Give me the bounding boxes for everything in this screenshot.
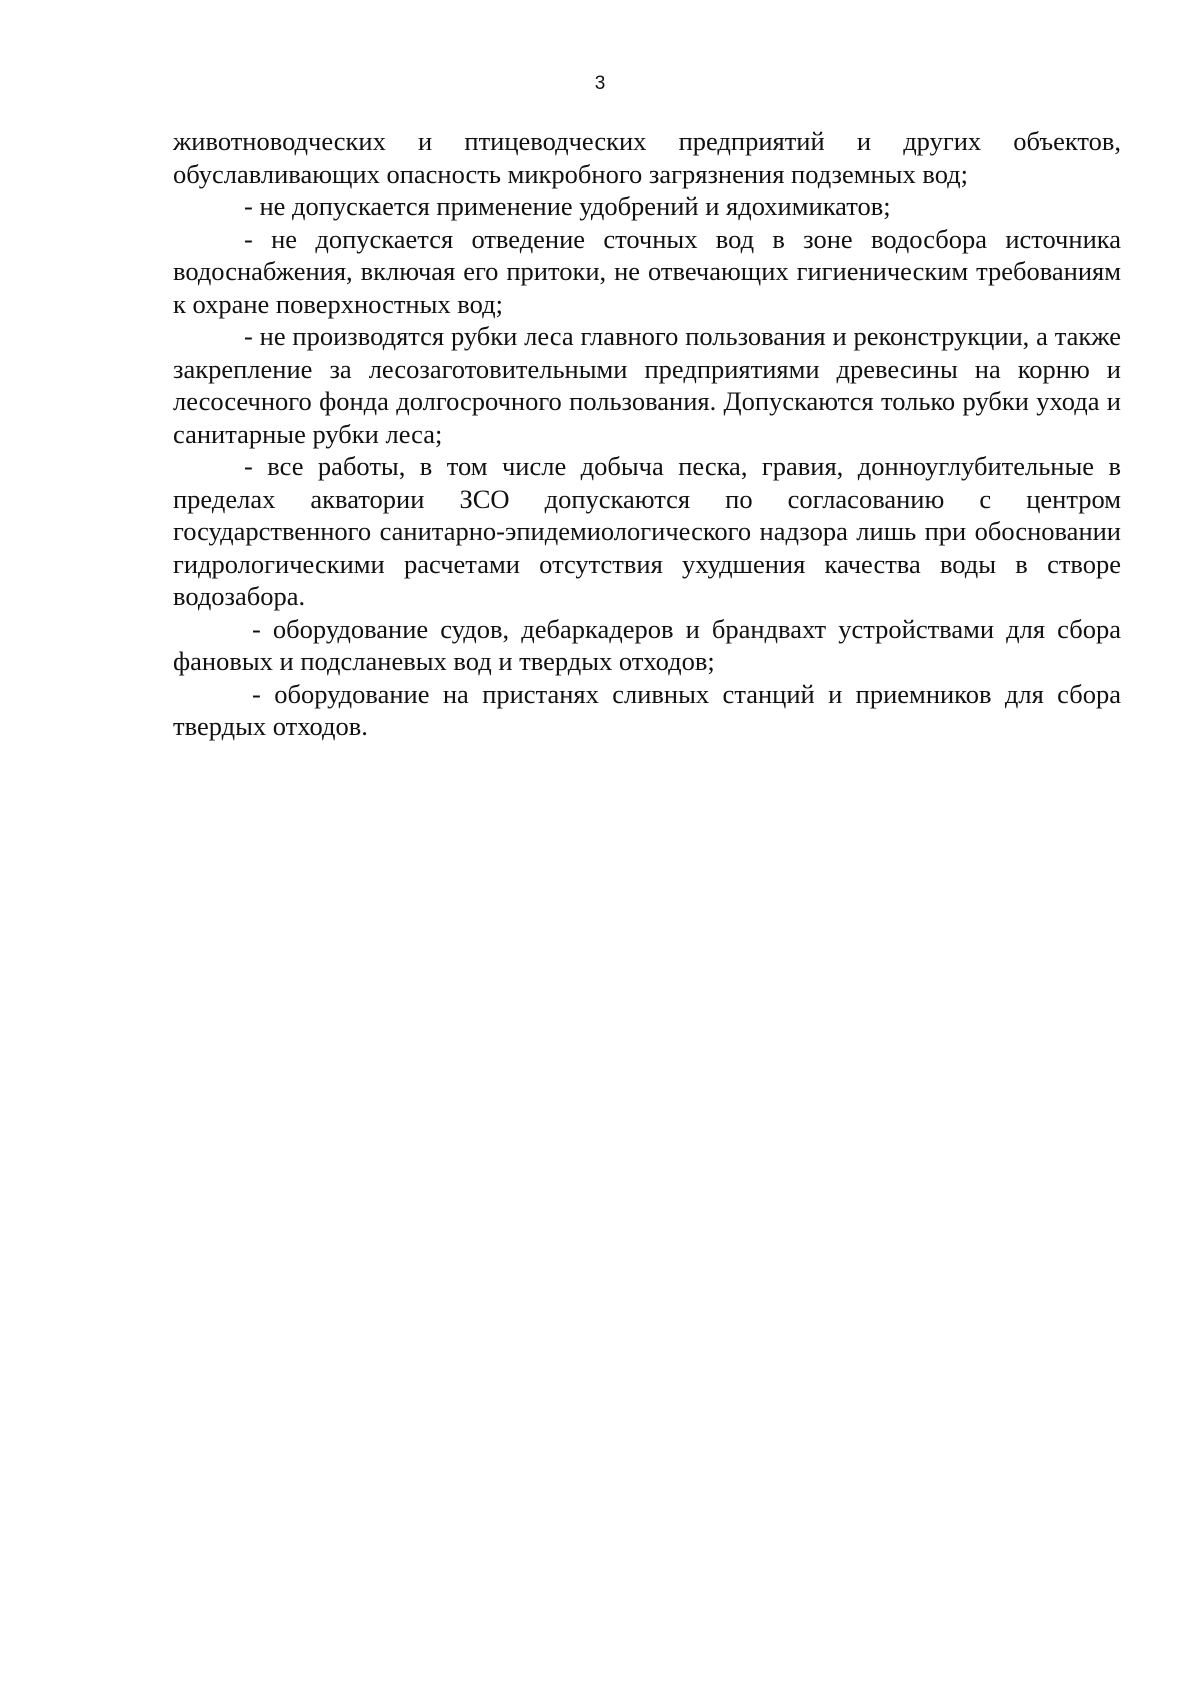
paragraph-vessel-equipment: - оборудование судов, дебаркадеров и брандвахт устройствами для сбора фановых и подсланевых вод и твердых отходов; <box>173 613 1121 676</box>
paragraph-logging-restriction: - не производятся рубки леса главного пользования и реконструкции, а также закрепление за лесозаготовительными предприятиями древесины на корню и лесосечного фонда долгосрочного пользования. Допускаются только рубки ухода и санитарные рубки леса; <box>173 321 1121 449</box>
paragraph-fertilizer-ban: - не допускается применение удобрений и ядохимикатов; <box>244 191 891 221</box>
paragraph-wastewater-ban: - не допускается отведение сточных вод в зоне водосбора источника водоснабжения, включая его притоки, не отвечающих гигиеническим требованиям к охране поверхностных вод; <box>173 223 1121 319</box>
document-body <box>173 125 1121 743</box>
page-number: 3 <box>594 73 606 94</box>
paragraph-pier-equipment: - оборудование на пристанях сливных станций и приемников для сбора твердых отходов. <box>173 678 1121 741</box>
paragraph-continuation: животноводческих и птицеводческих предприятий и других объектов, обуславливающих опасность микробного загрязнения подземных вод; <box>173 126 1121 189</box>
paragraph-works-approval: - все работы, в том числе добыча песка, гравия, донноуглубительные в пределах акватории ЗСО допускаются по согласованию с центром государственного санитарно-эпидемиологического надзора лишь при обосновании гидрологическими расчетами отсутствия ухудшения качества воды в створе водозабора. <box>173 451 1121 611</box>
